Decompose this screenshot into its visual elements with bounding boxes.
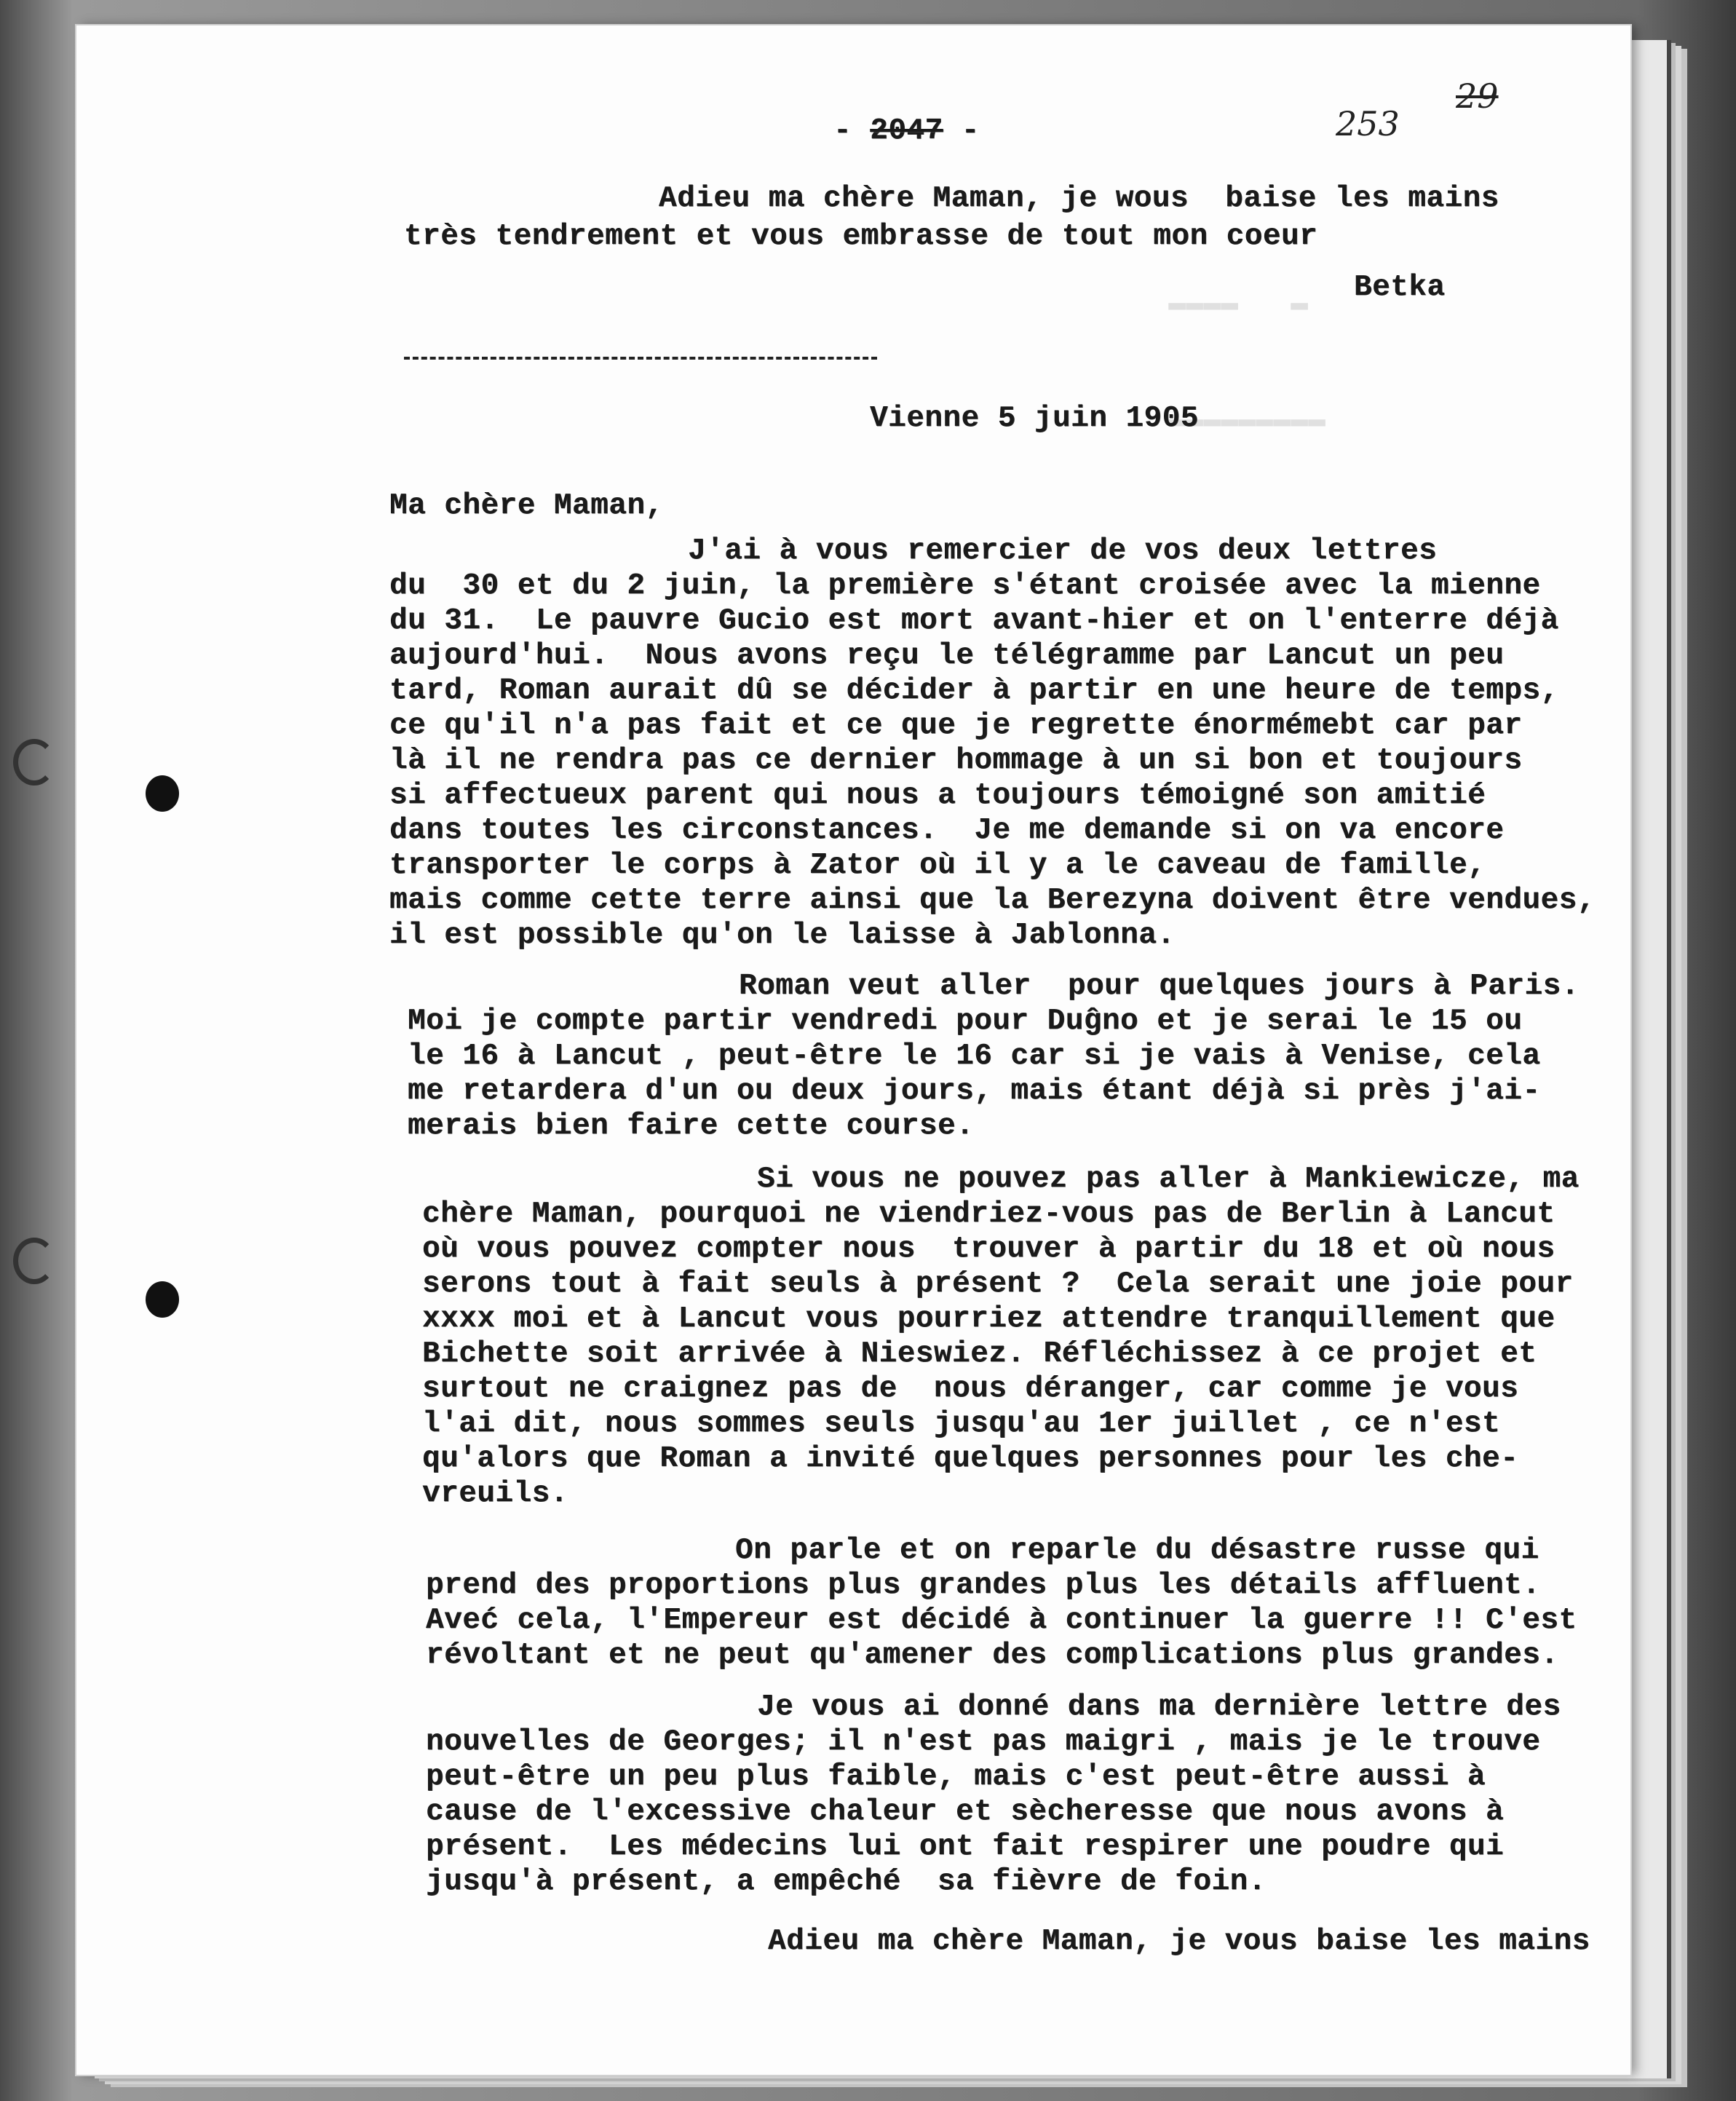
paragraph-line: J'ai à vous remercier de vos deux lettres (688, 534, 1438, 568)
paragraph-line: du 30 et du 2 juin, la première s'étant croisée avec la mienne (389, 569, 1541, 603)
signature: Betka (1354, 271, 1446, 304)
bleed-through: ▬▬▬▬▬▬▬▬▬ (1168, 404, 1326, 437)
paragraph-line: Roman veut aller pour quelques jours à Paris. (739, 970, 1580, 1003)
paragraph-line: du 31. Le pauvre Gucio est mort avant-hier et on l'enterre déjà (389, 604, 1559, 638)
paragraph-line: aujourd'hui. Nous avons reçu le télégramme par Lancut un peu (389, 639, 1505, 673)
paragraph-line: me retardera d'un ou deux jours, mais étant déjà si près j'ai- (408, 1075, 1541, 1108)
salutation: Ma chère Maman, (389, 489, 664, 523)
page-number: - 2047 - (833, 114, 980, 148)
closing-line: très tendrement et vous embrasse de tout mon coeur (404, 220, 1318, 253)
paragraph-line: Bichette soit arrivée à Nieswiez. Réfléchissez à ce projet et (422, 1337, 1537, 1371)
dateline: Vienne 5 juin 1905 (870, 402, 1199, 435)
paragraph-line: présent. Les médecins lui ont fait respirer une poudre qui (426, 1830, 1505, 1864)
paragraph-line: surtout ne craignez pas de nous déranger, car comme je vous (422, 1372, 1519, 1406)
paragraph-line: prend des proportions plus grandes plus les détails affluent. (426, 1569, 1541, 1602)
paragraph-line: dans toutes les circonstances. Je me demande si on va encore (389, 814, 1505, 847)
punch-hole-icon (146, 1281, 179, 1318)
paragraph-line: xxxx moi et à Lancut vous pourriez attendre tranquillement que (422, 1302, 1555, 1336)
paragraph-line: qu'alors que Roman a invité quelques personnes pour les che- (422, 1442, 1519, 1476)
paragraph-line: tard, Roman aurait dû se décider à partir en une heure de temps, (389, 674, 1559, 708)
paragraph-line: jusqu'à présent, a empêché sa fièvre de foin. (426, 1865, 1267, 1899)
paragraph-line: Si vous ne pouvez pas aller à Mankiewicze, ma (757, 1163, 1580, 1196)
paragraph-line: révoltant et ne peut qu'amener des complications plus grandes. (426, 1639, 1559, 1672)
paragraph-line: Moi je compte partir vendredi pour Duĝno et je serai le 15 ou (408, 1005, 1523, 1038)
paragraph-line: si affectueux parent qui nous a toujours témoigné son amitié (389, 779, 1486, 812)
paragraph-line: l'ai dit, nous sommes seuls jusqu'au 1er juillet , ce n'est (422, 1407, 1501, 1441)
paragraph-line: le 16 à Lancut , peut-être le 16 car si je vais à Venise, cela (408, 1040, 1541, 1073)
paragraph-line: là il ne rendra pas ce dernier hommage à un si bon et toujours (389, 744, 1523, 778)
binder-ring-icon (13, 1238, 55, 1284)
paragraph-line: Je vous ai donné dans ma dernière lettre des (757, 1690, 1561, 1724)
paragraph-line: vreuils. (422, 1477, 568, 1511)
paragraph-line: mais comme cette terre ainsi que la Berezyna doivent être vendues, (389, 884, 1596, 917)
punch-hole-icon (146, 775, 179, 812)
paragraph-line: transporter le corps à Zator où il y a le caveau de famille, (389, 849, 1486, 882)
closing-line: Adieu ma chère Maman, je wous baise les mains (659, 182, 1499, 215)
paragraph-line: Aveć cela, l'Empereur est décidé à continuer la guerre !! C'est (426, 1604, 1577, 1637)
paragraph-line: merais bien faire cette course. (408, 1109, 975, 1143)
paragraph-line: On parle et on reparle du désastre russe qui (735, 1534, 1539, 1567)
paragraph-line: serons tout à fait seuls à présent ? Cela serait une joie pour (422, 1267, 1574, 1301)
paragraph-line: où vous pouvez compter nous trouver à partir du 18 et où nous (422, 1232, 1555, 1266)
document-page (76, 25, 1630, 2075)
closing-line: Adieu ma chère Maman, je vous baise les mains (768, 1925, 1590, 1958)
paragraph-line: peut-être un peu plus faible, mais c'est peut-être aussi à (426, 1760, 1486, 1794)
binder-ring-icon (13, 739, 55, 786)
paragraph-line: cause de l'excessive chaleur et sècheresse que nous avons à (426, 1795, 1505, 1829)
folio-number: 253 (1336, 104, 1400, 143)
bleed-through: ▬▬▬▬ ▬ (1168, 288, 1309, 320)
paragraph-line: ce qu'il n'a pas fait et ce que je regrette énormémebt car par (389, 709, 1523, 743)
paragraph-line: il est possible qu'on le laisse à Jablonna. (389, 919, 1176, 952)
folio-number-struck: 29 (1456, 76, 1499, 116)
paragraph-line: chère Maman, pourquoi ne viendriez-vous pas de Berlin à Lancut (422, 1198, 1555, 1231)
separator-rule (404, 357, 877, 360)
paragraph-line: nouvelles de Georges; il n'est pas maigri , mais je le trouve (426, 1725, 1541, 1759)
